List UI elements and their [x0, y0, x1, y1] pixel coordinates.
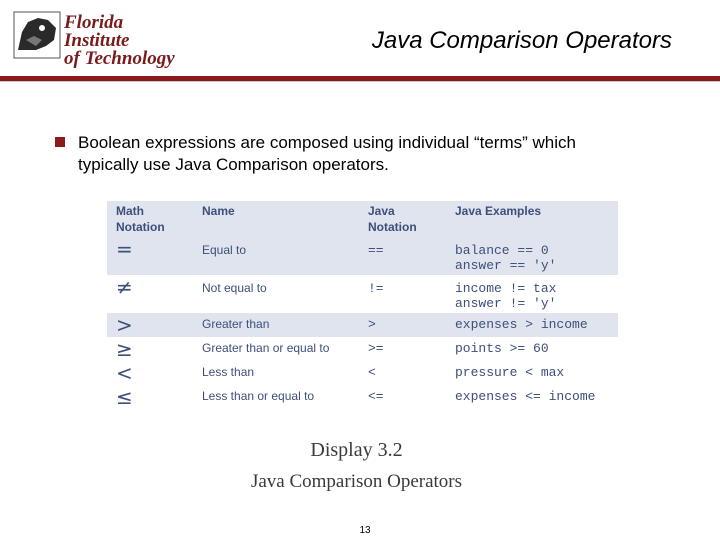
java-operator: ==: [368, 243, 384, 258]
operator-name: Less than: [202, 361, 368, 385]
logo-line-2: of Technology: [64, 48, 175, 69]
header-java-notation: [368, 201, 455, 237]
operator-name: Less than or equal to: [202, 385, 368, 409]
java-example: expenses <= income: [455, 389, 596, 404]
java-operator: <=: [368, 389, 384, 404]
logo-line-1: Florida Institute: [64, 12, 130, 51]
bullet-text: Boolean expressions are composed using individual “terms” which typically use Java Comparison operators.: [78, 133, 576, 174]
table-row: [107, 385, 618, 409]
math-symbol: ≠: [116, 275, 133, 299]
operator-name: Not equal to: [202, 275, 368, 313]
java-example: balance == 0: [455, 243, 549, 258]
panther-seal-icon: [12, 10, 62, 60]
operator-name: Greater than or equal to: [202, 337, 368, 361]
operators-figure: [107, 201, 618, 495]
figure-caption-number: Display 3.2: [310, 439, 403, 461]
university-logo: [12, 10, 182, 69]
java-operator: >: [368, 317, 376, 332]
page-number: 13: [359, 525, 371, 536]
java-example: answer == 'y': [455, 258, 557, 273]
math-symbol: =: [116, 237, 133, 261]
bullet-square-icon: [55, 137, 65, 147]
table-row: [107, 275, 618, 313]
table-row: [107, 313, 618, 337]
operators-table: [107, 201, 618, 409]
header-name: Name: [202, 201, 368, 237]
slide-title: Java Comparison Operators: [371, 27, 672, 54]
header-math-notation: [107, 201, 202, 237]
operator-name: Equal to: [202, 237, 368, 275]
math-symbol: ≥: [116, 337, 133, 361]
java-example: answer != 'y': [455, 296, 557, 311]
title-divider-shadow: [0, 81, 720, 82]
math-symbol: ≤: [116, 385, 133, 409]
java-example: income != tax: [455, 281, 557, 296]
java-example: points >= 60: [455, 341, 549, 356]
header-java-notation-label: Java Notation: [368, 204, 417, 234]
figure-caption-title: Java Comparison Operators: [250, 471, 463, 492]
java-operator: >=: [368, 341, 384, 356]
table-row: [107, 337, 618, 361]
table-row: [107, 361, 618, 385]
table-row: [107, 237, 618, 275]
java-example: pressure < max: [455, 365, 565, 380]
java-operator: <: [368, 365, 376, 380]
java-operator: !=: [368, 281, 384, 296]
math-symbol: <: [116, 361, 133, 385]
header-math-notation-label: Math Notation: [116, 204, 165, 234]
java-example: expenses > income: [455, 317, 588, 332]
header-java-examples: Java Examples: [455, 201, 618, 237]
math-symbol: >: [116, 313, 133, 337]
table-header-row: [107, 201, 618, 237]
operator-name: Greater than: [202, 313, 368, 337]
